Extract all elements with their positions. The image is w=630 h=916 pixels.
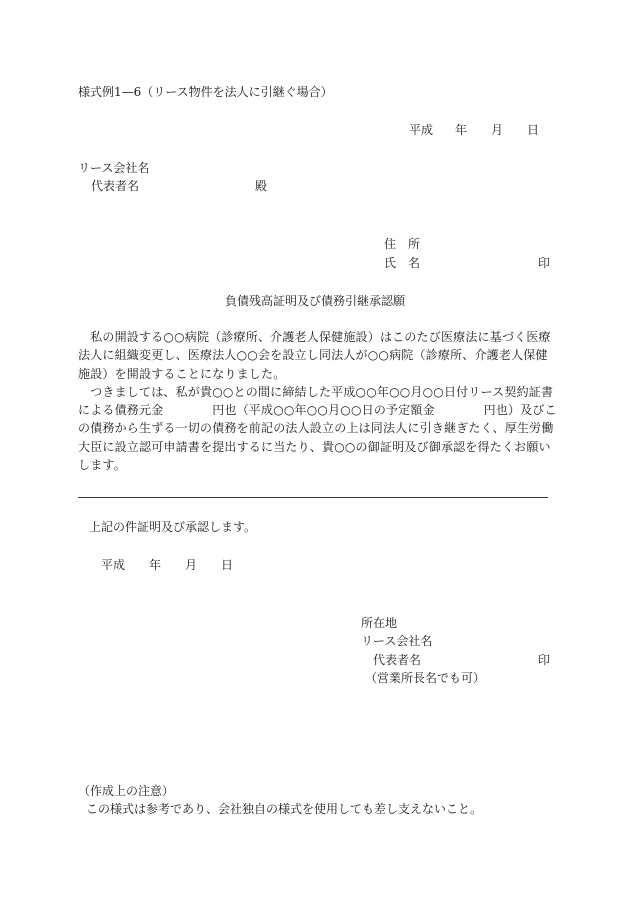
addressee-representative: 代表者名	[91, 179, 140, 193]
lessor-note: （営業所長名でも可）	[365, 671, 486, 685]
applicant-name-label: 氏 名	[384, 256, 421, 270]
header-date	[409, 122, 539, 138]
notes-text: この様式は参考であり、会社独自の様式を使用しても差し支えないこと。	[86, 802, 483, 816]
cert-date-era: 平成	[101, 558, 126, 572]
lessor-representative-label: 代表者名	[373, 653, 422, 667]
addressee-honorific: 殿	[255, 179, 268, 193]
lessor-seal: 印	[538, 653, 551, 667]
certification-text: 上記の件証明及び承認します。	[89, 520, 257, 534]
body-paragraph-1: 私の開設する○○病院（診療所、介護老人保健施設）はこのたび医療法に基づく医療法人に組織変更し、医療法人○○会を設立し同法人が○○病院（診療所、介護老人保健施設）を開設することになりました。	[78, 330, 551, 381]
document-title: 負債残高証明及び債務引継承認願	[225, 294, 406, 308]
date-era: 平成	[409, 123, 434, 137]
body-text	[78, 328, 558, 474]
cert-date-day: 日	[221, 558, 234, 572]
lessor-company-label: リース会社名	[361, 634, 433, 648]
addressee-company: リース会社名	[78, 161, 150, 175]
date-year: 年	[455, 123, 468, 137]
cert-date-year: 年	[149, 558, 162, 572]
applicant-address-label: 住 所	[384, 237, 421, 251]
section-divider	[78, 497, 548, 498]
applicant-seal: 印	[538, 256, 551, 270]
lessor-location-label: 所在地	[361, 616, 398, 630]
notes-heading: （作成上の注意）	[78, 784, 175, 798]
form-title: 様式例1—6（リース物件を法人に引継ぐ場合）	[78, 85, 333, 99]
date-month: 月	[491, 123, 504, 137]
date-day: 日	[527, 123, 540, 137]
certification-date	[101, 557, 233, 573]
body-paragraph-2: つきましては、私が貴○○との間に締結した平成○○年○○月○○日付リース契約証書による債務元金 円也（平成○○年○○月○○日の予定額金 円也）及びこの債務から生ずる一切の債務を前記の法人設立の上は同法人に引き継ぎたく、厚生労働大臣に設立認可申請書を提出するに当たり、貴○○の御証明及び御承認を得たくお願いします。	[78, 384, 557, 473]
cert-date-month: 月	[185, 558, 198, 572]
